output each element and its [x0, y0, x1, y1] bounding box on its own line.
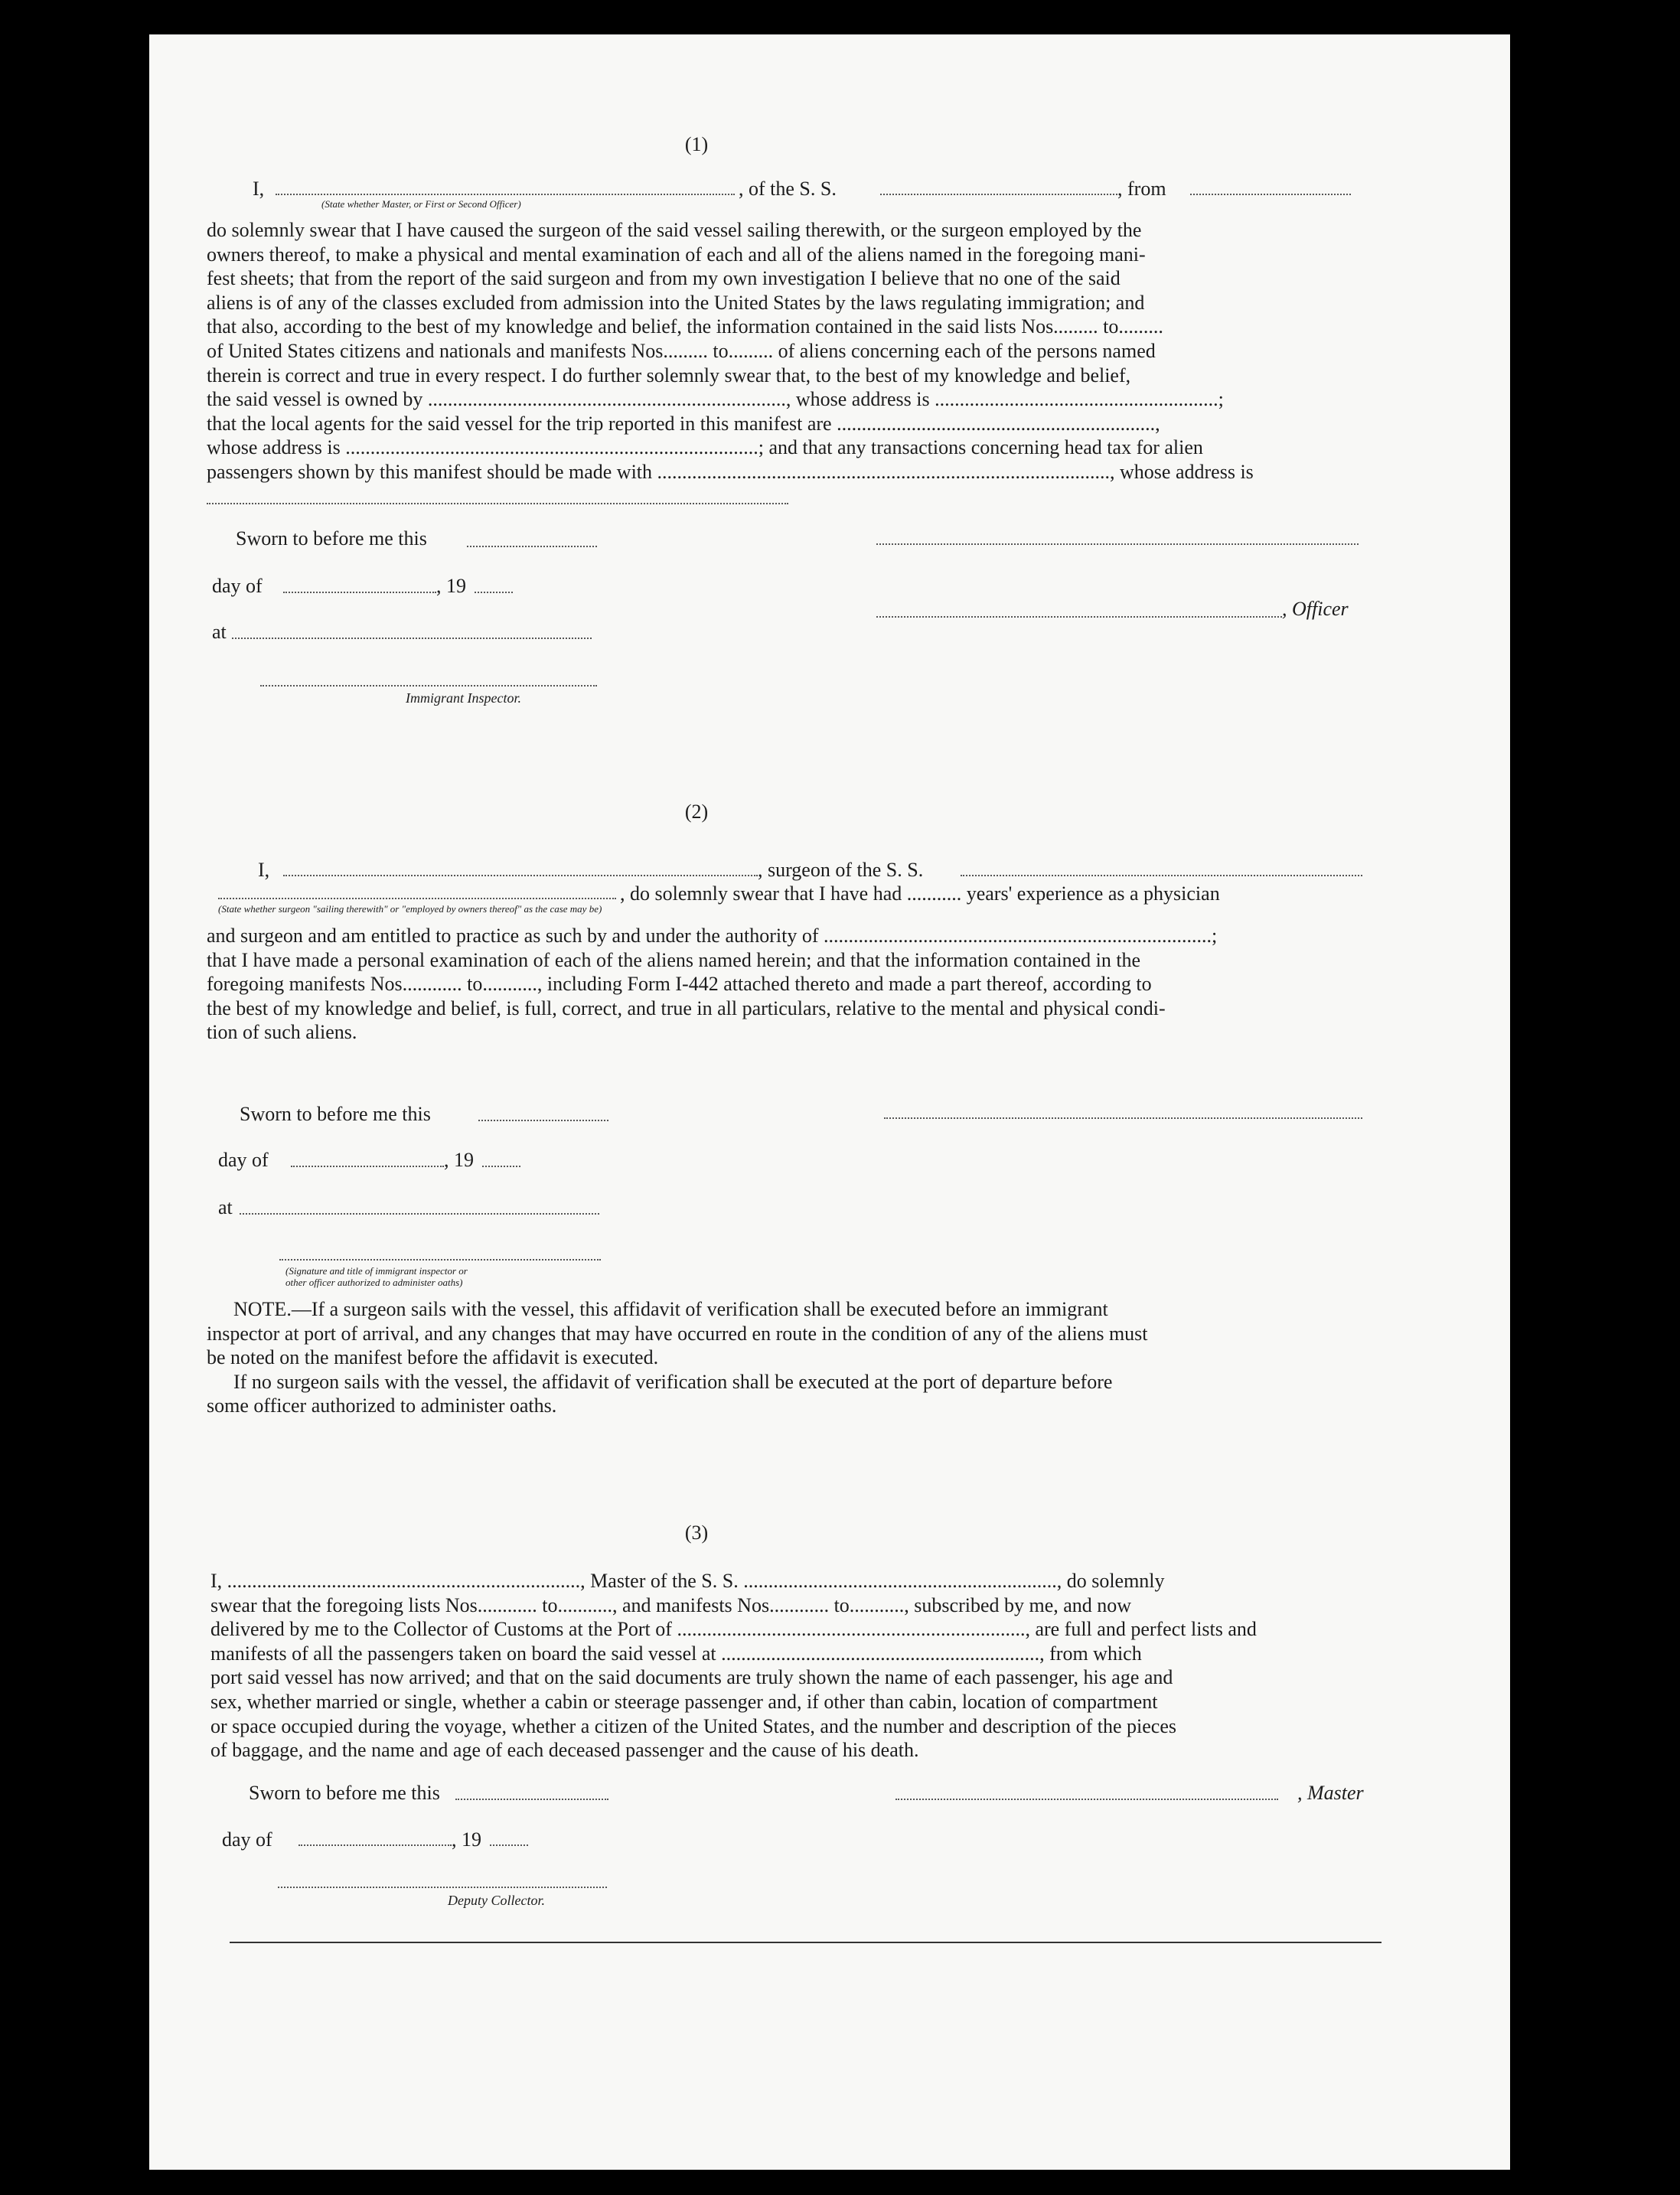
section-1-line-1-c: , from — [1117, 178, 1166, 200]
body-line: passengers shown by this manifest should be made with ..........................................................................................., whose address is — [207, 460, 1254, 483]
officer-label: , Officer — [1282, 598, 1349, 620]
body-line: that the local agents for the said vessel for the trip reported in this manifest are ................................................................, — [207, 412, 1160, 435]
body-line: swear that the foregoing lists Nos............ to..........., and manifests Nos............ to..........., subscribed by me, and now — [210, 1593, 1132, 1616]
section-1-line-1-b: , of the S. S. — [739, 178, 837, 200]
year-label: , 19 — [444, 1149, 474, 1171]
master-label: , Master — [1297, 1782, 1364, 1804]
year-blank — [482, 1166, 520, 1167]
sworn-blank — [467, 546, 597, 547]
signature-blank — [884, 1117, 1362, 1119]
body-line: that I have made a personal examination of each of the aliens named herein; and that the information contained in the — [207, 948, 1141, 971]
section-2-note — [207, 1297, 1370, 1418]
body-line: fest sheets; that from the report of the said surgeon and from my own investigation I believe that no one of the said — [207, 267, 1121, 290]
sworn-label: Sworn to before me this — [236, 527, 427, 550]
body-line: that also, according to the best of my knowledge and belief, the information contained in the said lists Nos......... to......... — [207, 315, 1163, 338]
sworn-label: Sworn to before me this — [249, 1782, 440, 1804]
section-2-body — [207, 924, 1370, 1045]
year-label: , 19 — [436, 575, 466, 597]
name-blank — [276, 194, 735, 195]
body-line: manifests of all the passengers taken on board the said vessel at ................................................................, from which — [210, 1642, 1142, 1665]
signature-blank — [876, 543, 1359, 545]
section-1-officer-note: (State whether Master, or First or Second Officer) — [321, 198, 521, 210]
body-line: I, ......................................................................., Master of the S. S. ..............................................................., do solemnly — [210, 1570, 1165, 1592]
inspector-signature-blank — [279, 1259, 601, 1261]
section-2-surgeon-note: (State whether surgeon "sailing therewith" or "employed by owners thereof" as the case may be) — [218, 903, 602, 915]
day-label: day of — [218, 1149, 269, 1171]
note-line: NOTE.—If a surgeon sails with the vessel, this affidavit of verification shall be executed before an immigrant — [233, 1298, 1108, 1320]
body-line: or space occupied during the voyage, whether a citizen of the United States, and the number and description of the pieces — [210, 1714, 1177, 1737]
section-3-body — [210, 1569, 1378, 1763]
section-3-number: (3) — [684, 1521, 709, 1544]
note-line: inspector at port of arrival, and any changes that may have occurred en route in the condition of any of the aliens must — [207, 1322, 1148, 1345]
section-2-line-2: , do solemnly swear that I have had ........... years' experience as a physician — [620, 882, 1220, 905]
body-line: therein is correct and true in every respect. I do further solemnly swear that, to the best of my knowledge and belief, — [207, 364, 1131, 386]
bottom-divider — [230, 1942, 1382, 1943]
master-signature-blank — [895, 1799, 1278, 1800]
section-2-line-1-b: , surgeon of the S. S. — [758, 859, 924, 881]
body-line: owners thereof, to make a physical and mental examination of each and all of the aliens named in the foregoing mani- — [207, 243, 1146, 266]
surgeon-name-blank — [283, 875, 758, 876]
section-2-line-1-a: I, — [258, 859, 270, 881]
day-label: day of — [212, 575, 263, 597]
body-line: port said vessel has now arrived; and that on the said documents are truly shown the name of each passenger, his age and — [210, 1666, 1173, 1689]
section-1-number: (1) — [684, 133, 709, 155]
at-blank — [240, 1213, 599, 1215]
inspector-signature-blank — [260, 685, 597, 687]
address-blank — [207, 503, 788, 504]
note-line: be noted on the manifest before the affidavit is executed. — [207, 1346, 659, 1369]
sworn-blank — [478, 1120, 608, 1121]
year-blank — [475, 592, 513, 593]
inspector-label: Immigrant Inspector. — [406, 690, 521, 706]
body-line: of United States citizens and nationals and manifests Nos......... to......... of aliens concerning each of the persons named — [207, 339, 1156, 362]
note-line: some officer authorized to administer oaths. — [207, 1394, 557, 1417]
body-line: tion of such aliens. — [207, 1021, 357, 1044]
at-label: at — [218, 1196, 233, 1218]
surgeon-vessel-blank — [961, 875, 1362, 876]
from-blank — [1190, 194, 1351, 195]
surgeon-type-blank — [218, 898, 616, 899]
sworn-label: Sworn to before me this — [240, 1103, 431, 1125]
body-line: the best of my knowledge and belief, is full, correct, and true in all particulars, relative to the mental and physical condi- — [207, 996, 1166, 1019]
sworn-blank — [455, 1799, 608, 1800]
at-label: at — [212, 621, 227, 643]
deputy-label: Deputy Collector. — [448, 1893, 545, 1908]
section-1-body — [207, 218, 1370, 484]
body-line: foregoing manifests Nos............ to..........., including Form I-442 attached thereto and made a part thereof, according to — [207, 973, 1152, 996]
year-blank — [490, 1844, 528, 1846]
day-blank — [291, 1166, 444, 1167]
body-line: and surgeon and am entitled to practice as such by and under the authority of ..............................................................................; — [207, 925, 1218, 947]
day-label: day of — [222, 1828, 272, 1851]
body-line: do solemnly swear that I have caused the surgeon of the said vessel sailing therewith, or the surgeon employed by the — [207, 219, 1142, 241]
body-line: the said vessel is owned by ........................................................................, whose address is .........................................................; — [207, 388, 1224, 411]
section-2-number: (2) — [684, 801, 709, 823]
body-line: aliens is of any of the classes excluded from admission into the United States by the laws regulating immigration; and — [207, 291, 1145, 314]
manifest-affidavit-page — [149, 34, 1510, 2170]
signature-note-2: other officer authorized to administer oaths) — [285, 1277, 463, 1288]
body-line: sex, whether married or single, whether a cabin or steerage passenger and, if other than cabin, location of compartment — [210, 1690, 1158, 1713]
vessel-blank — [880, 194, 1117, 195]
at-blank — [232, 638, 592, 639]
deputy-signature-blank — [278, 1887, 607, 1888]
body-line: of baggage, and the name and age of each deceased passenger and the cause of his death. — [210, 1739, 919, 1762]
note-line: If no surgeon sails with the vessel, the affidavit of verification shall be executed at the port of departure before — [233, 1370, 1113, 1393]
officer-blank — [876, 616, 1282, 618]
day-blank — [298, 1844, 452, 1846]
body-line: delivered by me to the Collector of Customs at the Port of ......................................................................, are full and perfect lists and — [210, 1618, 1257, 1641]
day-blank — [283, 592, 436, 593]
section-1-line-1-a: I, — [253, 178, 265, 200]
signature-note-1: (Signature and title of immigrant inspector or — [285, 1265, 468, 1277]
year-label: , 19 — [452, 1828, 481, 1851]
body-line: whose address is ...................................................................................; and that any transactions concerning head tax for alien — [207, 436, 1203, 459]
